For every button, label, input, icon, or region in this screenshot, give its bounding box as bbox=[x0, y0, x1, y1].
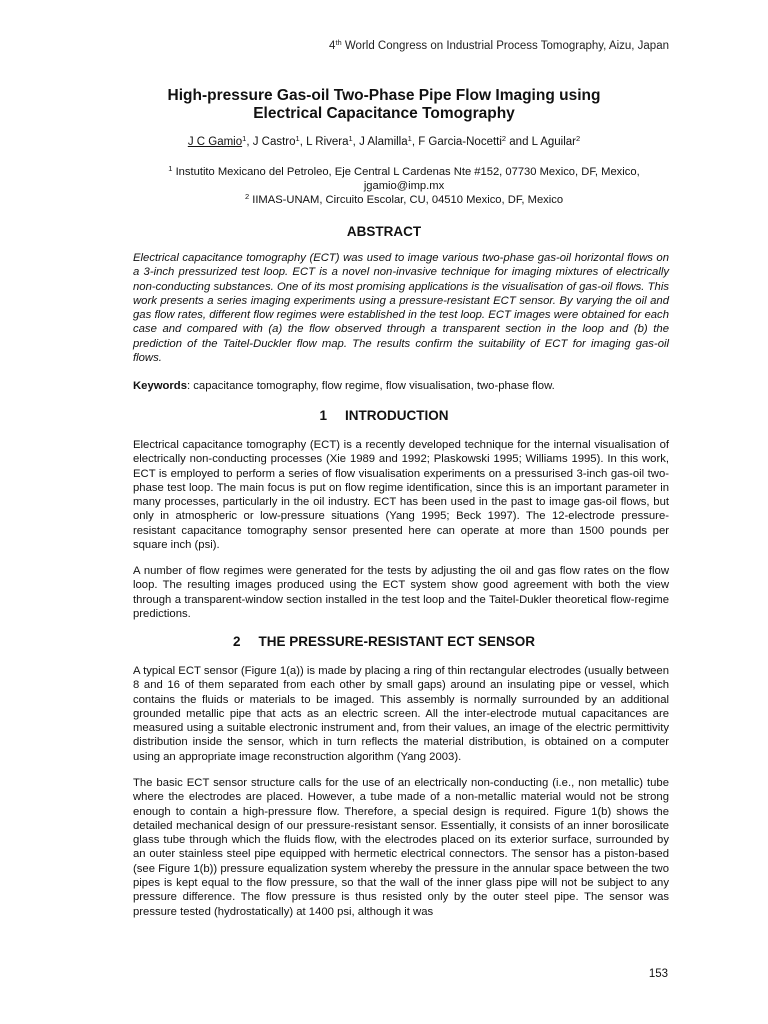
author-name: L Aguilar bbox=[531, 136, 576, 148]
header-ordinal-suffix: th bbox=[335, 38, 342, 47]
affiliation-2-text: IIMAS-UNAM, Circuito Escolar, CU, 04510 Mexico, DF, Mexico bbox=[249, 194, 564, 206]
author-name: J C Gamio bbox=[187, 136, 243, 148]
section-2-title: THE PRESSURE-RESISTANT ECT SENSOR bbox=[258, 634, 536, 649]
author-name: J Castro bbox=[252, 136, 296, 148]
title-line-1: High-pressure Gas-oil Two-Phase Pipe Flow Imaging using bbox=[167, 87, 601, 104]
section-2-number: 2 bbox=[232, 634, 241, 649]
author-separator: and bbox=[506, 136, 532, 148]
section-1-paragraph-2: A number of flow regimes were generated for the tests by adjusting the oil and gas flow rates on the flow loop. The resulting images produced using the ECT system show good agreement with both the view through a transparent-window section installed in the test loop and the Taitel-Dukler theoretical flow-regime predictions. bbox=[133, 565, 669, 620]
author-name: J Alamilla bbox=[359, 136, 408, 148]
author-list bbox=[0, 136, 768, 148]
abstract-heading: ABSTRACT bbox=[346, 224, 422, 239]
affiliation-2 bbox=[140, 194, 668, 208]
author-email: jgamio@imp.mx bbox=[363, 179, 445, 192]
author-affiliation-marker: 1 bbox=[242, 134, 247, 143]
section-2-paragraph-1: A typical ECT sensor (Figure 1(a)) is made by placing a ring of thin rectangular electrodes (usually between 8 and 16 of them separated from each other by small gaps) around an insulating pipe or vessel, which contains the fluids or materials to be imaged. This assembly is normally surrounded by an additional grounded metallic pipe that acts as an electric screen. All the inter-electrode mutual capacitances are measured using a suitable electronic instrument and, from their values, an image of the electric permittivity distribution inside the sensor, which in turn reflects the material distribution, is obtained on a computer using an appropriate image reconstruction algorithm (Yang 2003). bbox=[133, 665, 669, 763]
author-affiliation-marker: 1 bbox=[407, 134, 412, 143]
author-affiliation-marker: 1 bbox=[348, 134, 353, 143]
author-separator: , bbox=[352, 136, 360, 148]
author-affiliation-marker: 2 bbox=[576, 134, 581, 143]
section-2-heading bbox=[0, 634, 768, 649]
affiliation-1-text: Instutito Mexicano del Petroleo, Eje Central L Cardenas Nte #152, 07730 Mexico, DF, Mexico, bbox=[172, 166, 640, 178]
author-separator: , bbox=[246, 136, 253, 148]
keywords-label: Keywords bbox=[133, 380, 187, 392]
section-1-heading bbox=[0, 408, 768, 423]
author-separator: , bbox=[299, 136, 307, 148]
header-text: World Congress on Industrial Process Tomography, Aizu, Japan bbox=[341, 40, 669, 52]
abstract-text: Electrical capacitance tomography (ECT) was used to image various two-phase gas-oil horizontal flows on a 3-inch pressurized test loop. ECT is a novel non-invasive technique for imaging mixtures of electrically non-conducting substances. One of its most promising applications is the visualisation of gas-oil flows. This work presents a series imaging experiments using a pressure-resistant ECT sensor. By varying the oil and gas flow rates, different flow regimes were established in the test loop. ECT images were obtained for each case and compared with (a) the flow observed through a transparent section in the loop and (b) the prediction of the Taitel-Duckler flow map. The results confirm the suitability of ECT for imaging gas-oil flows. bbox=[133, 252, 669, 365]
author-name: F Garcia-Nocetti bbox=[418, 136, 502, 148]
affiliation-1 bbox=[140, 166, 668, 193]
section-1-title: INTRODUCTION bbox=[345, 408, 449, 423]
keywords bbox=[133, 379, 669, 393]
section-2-paragraph-2: The basic ECT sensor structure calls for the use of an electrically non-conducting (i.e., non metallic) tube where the electrodes are placed. However, a tube made of a non-metallic material would not be strong enough to contain a high-pressure flow. Therefore, a special design is required. Figure 1(b) shows the detailed mechanical design of our pressure-resistant sensor. Essentially, it consists of an inner borosilicate glass tube through which the fluids flow, with the electrodes placed on its exterior surface, surrounded by an outer stainless steel pipe equipped with hermetic electrical connectors. The sensor has a piston-based (see Figure 1(b)) pressure equalization system whereby the pressure in the annular space between the two pipes is kept equal to the flow pressure, so that the wall of the inner glass pipe will not be subject to any pressure difference. The flow pressure is thus resisted only by the outer steel pipe. The sensor was pressure tested (hydrostatically) at 1400 psi, although it was bbox=[133, 777, 669, 918]
paper-title bbox=[0, 87, 768, 123]
author-separator: , bbox=[411, 136, 419, 148]
page-number: 153 bbox=[648, 968, 668, 980]
author-name: L Rivera bbox=[306, 136, 349, 148]
keywords-text: : capacitance tomography, flow regime, flow visualisation, two-phase flow. bbox=[187, 380, 555, 392]
affiliation-1-marker: 1 bbox=[168, 164, 173, 173]
section-1-number: 1 bbox=[319, 408, 327, 423]
author-affiliation-marker: 2 bbox=[501, 134, 507, 143]
author-affiliation-marker: 1 bbox=[295, 134, 300, 143]
title-line-2: Electrical Capacitance Tomography bbox=[253, 105, 515, 122]
affiliation-2-marker: 2 bbox=[244, 192, 250, 201]
section-1-paragraph-1: Electrical capacitance tomography (ECT) is a recently developed technique for the internal visualisation of electrically non-conducting processes (Xie 1989 and 1992; Plaskowski 1995; Williams 1995). In this work, ECT is employed to perform a series of flow visualisation experiments on a pressurised 3-inch gas-oil two-phase test loop. The main focus is put on flow regime identification, since this is an important parameter in many processes, particularly in the oil industry. ECT has been used in the past to image gas-oil flows, but only in atmospheric or low-pressure situations (Yang 1995; Beck 1997). The 12-electrode pressure-resistant capacitance tomography sensor presented here can operate at more than 1500 pounds per square inch (psi). bbox=[133, 439, 669, 552]
running-header bbox=[329, 40, 669, 52]
header-number: 4 bbox=[329, 40, 336, 52]
